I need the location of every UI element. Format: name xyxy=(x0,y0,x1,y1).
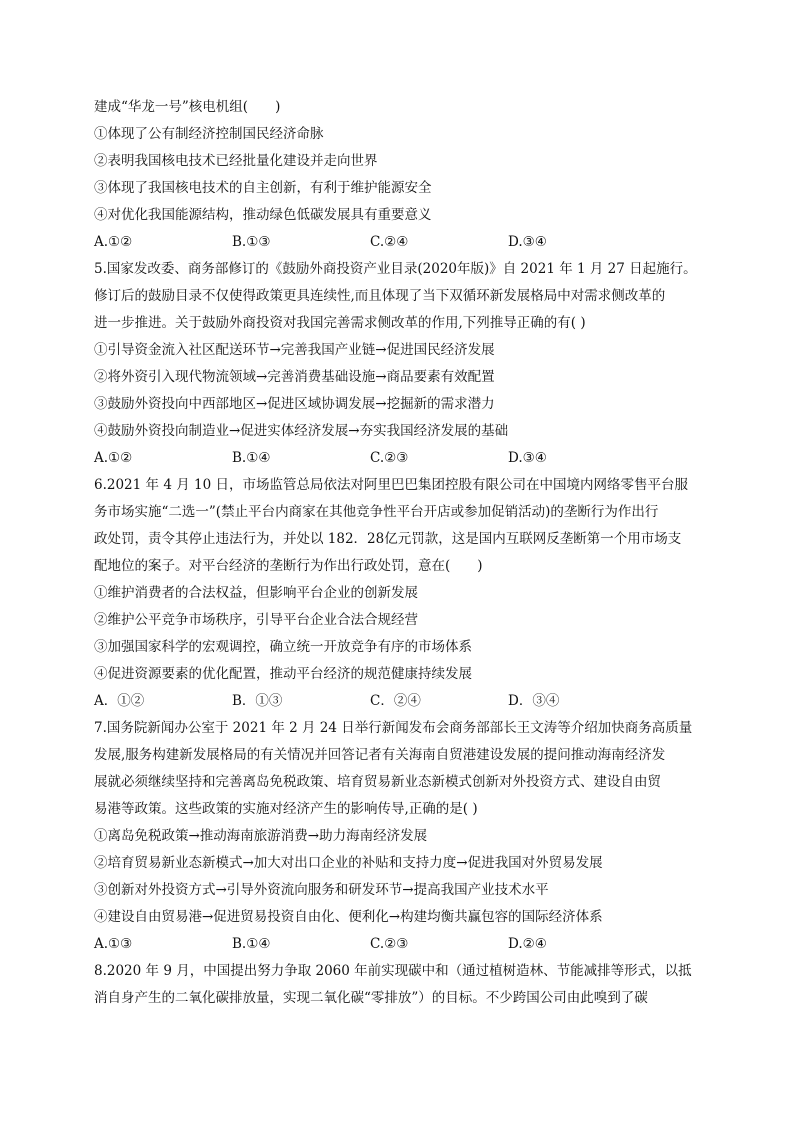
question-6-stem-line-1: 6.2021 年 4 月 10 日，市场监管总局依法对阿里巴巴集团控股有限公司在中国境内网络零售平台服 xyxy=(94,477,688,493)
document-page xyxy=(94,94,700,1012)
option-c: C.②④ xyxy=(370,234,409,250)
option-d: D.③④ xyxy=(508,450,547,466)
question-5-item-1: ①引导资金流入社区配送环节→完善我国产业链→促进国民经济发展 xyxy=(94,342,495,358)
question-7 xyxy=(94,715,700,958)
question-5 xyxy=(94,256,700,472)
question-4-item-4: ④对优化我国能源结构，推动绿色低碳发展具有重要意义 xyxy=(94,207,432,223)
option-a: A．①② xyxy=(94,693,145,709)
question-7-stem-line-1: 7.国务院新闻办公室于 2021 年 2 月 24 日举行新闻发布会商务部部长王文涛等介绍加快商务高质量 xyxy=(94,720,693,736)
option-a: A.①② xyxy=(94,450,133,466)
question-8-stem-line-1: 8.2020 年 9 月，中国提出努力争取 2060 年前实现碳中和（通过植树造林、节能减排等形式，以抵 xyxy=(94,963,692,979)
question-4-item-2: ②表明我国核电技术已经批量化建设并走向世界 xyxy=(94,153,378,169)
question-7-stem-line-4: 易港等政策。这些政策的实施对经济产生的影响传导,正确的是( ) xyxy=(94,801,478,817)
question-7-stem-line-2: 发展,服务构建新发展格局的有关情况并回答记者有关海南自贸港建设发展的提问推动海南经济发 xyxy=(94,747,666,763)
question-6-options xyxy=(94,688,700,715)
question-5-item-2: ②将外资引入现代物流领域→完善消费基础设施→商品要素有效配置 xyxy=(94,369,495,385)
option-d: D.③④ xyxy=(508,234,547,250)
question-7-item-1: ①离岛免税政策→推动海南旅游消费→助力海南经济发展 xyxy=(94,828,428,844)
question-6 xyxy=(94,472,700,715)
question-6-stem-line-3: 政处罚，责令其停止违法行为，并处以 182．28亿元罚款，这是国内互联网反垄断第一个用市场支 xyxy=(94,531,682,547)
option-b: B.①④ xyxy=(232,450,271,466)
question-6-item-1: ①维护消费者的合法权益，但影响平台企业的创新发展 xyxy=(94,585,418,601)
option-a: A.①③ xyxy=(94,936,133,952)
question-7-item-3: ③创新对外投资方式→引导外资流向服务和研发环节→提高我国产业技术水平 xyxy=(94,882,549,898)
question-6-item-2: ②维护公平竞争市场秩序，引导平台企业合法合规经营 xyxy=(94,612,418,628)
option-d: D．③④ xyxy=(508,693,560,709)
option-b: B.①④ xyxy=(232,936,271,952)
question-8 xyxy=(94,958,700,1012)
question-5-options xyxy=(94,445,700,472)
question-4-options xyxy=(94,229,700,256)
question-4-item-3: ③体现了我国核电技术的自主创新，有利于维护能源安全 xyxy=(94,180,432,196)
question-5-item-4: ④鼓励外资投向制造业→促进实体经济发展→夯实我国经济发展的基础 xyxy=(94,423,509,439)
question-7-stem-line-3: 展就必须继续坚持和完善离岛免税政策、培育贸易新业态新模式创新对外投资方式、建设自由贸 xyxy=(94,774,661,790)
option-a: A.①② xyxy=(94,234,133,250)
question-6-stem-line-4: 配地位的案子。对平台经济的垄断行为作出行政处罚，意在( ) xyxy=(94,558,483,574)
question-4-item-1: ①体现了公有制经济控制国民经济命脉 xyxy=(94,126,324,142)
option-d: D.②④ xyxy=(508,936,547,952)
question-5-stem-line-2: 修订后的鼓励目录不仅使得政策更具连续性,而且体现了当下双循环新发展格局中对需求侧改革的 xyxy=(94,288,666,304)
question-4 xyxy=(94,94,700,256)
question-6-item-3: ③加强国家科学的宏观调控，确立统一开放竞争有序的市场体系 xyxy=(94,639,472,655)
option-c: C．②④ xyxy=(370,693,421,709)
option-b: B.①③ xyxy=(232,234,271,250)
option-c: C.②③ xyxy=(370,936,409,952)
question-7-item-4: ④建设自由贸易港→促进贸易投资自由化、便利化→构建均衡共赢包容的国际经济体系 xyxy=(94,909,603,925)
question-6-stem-line-2: 务市场实施“二选一”(禁止平台内商家在其他竞争性平台开店或参加促销活动)的垄断行为作出行 xyxy=(94,504,659,520)
question-5-item-3: ③鼓励外资投向中西部地区→促进区域协调发展→挖掘新的需求潜力 xyxy=(94,396,495,412)
question-7-item-2: ②培育贸易新业态新模式→加大对出口企业的补贴和支持力度→促进我国对外贸易发展 xyxy=(94,855,603,871)
question-7-options xyxy=(94,931,700,958)
question-4-stem: 建成“华龙一号”核电机组( ) xyxy=(94,99,281,115)
question-5-stem-line-1: 5.国家发改委、商务部修订的《鼓励外商投资产业目录(2020年版)》自 2021 年 1 月 27 日起施行。 xyxy=(94,261,697,277)
question-5-stem-line-3: 进一步推进。关于鼓励外商投资对我国完善需求侧改革的作用,下列推导正确的有( ) xyxy=(94,315,586,331)
option-b: B．①③ xyxy=(232,693,283,709)
question-6-item-4: ④促进资源要素的优化配置，推动平台经济的规范健康持续发展 xyxy=(94,666,472,682)
question-8-stem-line-2: 消自身产生的二氧化碳排放量，实现二氧化碳“零排放”）的目标。不少跨国公司由此嗅到了碳 xyxy=(94,990,648,1006)
option-c: C.②③ xyxy=(370,450,409,466)
